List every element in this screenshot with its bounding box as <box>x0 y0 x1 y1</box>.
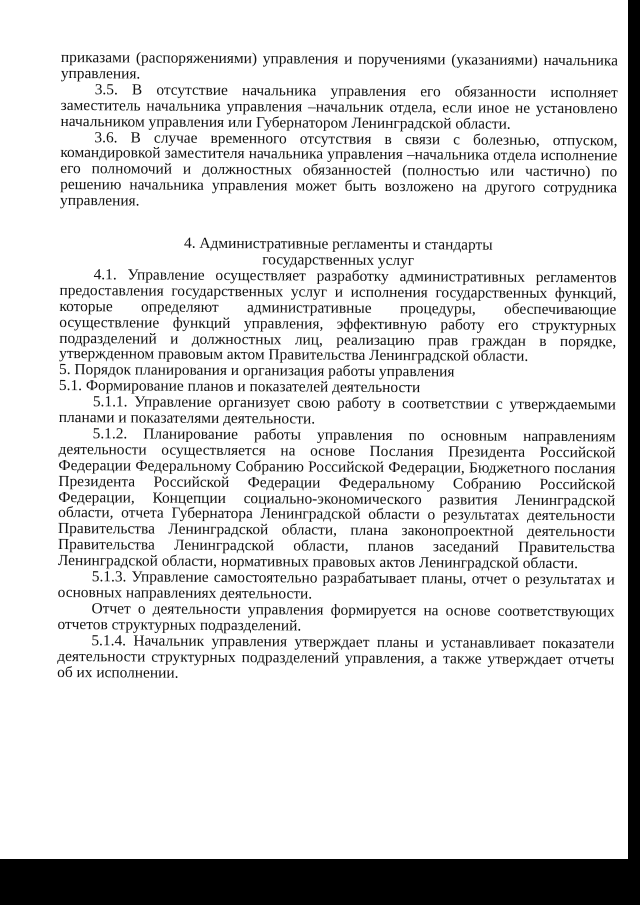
heading-section-4 <box>60 235 617 270</box>
paragraph-5-1-1: 5.1.1. Управление организует свою работу в соответствии с утверждаемыми планами и показателями деятельности. <box>58 393 616 428</box>
heading-section-5: 5. Порядок планирования и организация работы управления <box>58 361 455 381</box>
paragraph-3-5: 3.5. В отсутствие начальника управления его обязанности исполняет заместитель начальника управления –начальник отдела, если иное не установлено начальником управления или Губернатором Ленинградской области. <box>60 81 618 133</box>
paragraph-4-1: 4.1. Управление осуществляет разработку административных регламентов предоставления государственных услуг и исполнения государственных функций, которые определяют административные процедуры, обеспечивающие осуществление функций управления, эффективную работу его структурных подразделений и должностных лиц, реализацию прав граждан в порядке, утвержденном правовым актом Правительства Ленинградской области. <box>59 266 617 366</box>
heading-section-4-line-1: 4. Административные регламенты и стандарты <box>183 234 493 254</box>
document-text <box>57 50 618 684</box>
heading-section-4-line-2: государственных услуг <box>262 251 415 270</box>
paragraph-report: Отчет о деятельности управления формируется на основе соответствующих отчетов структурных подразделений. <box>57 600 615 635</box>
heading-section-5-1: 5.1. Формирование планов и показателей деятельности <box>58 377 421 397</box>
scan-edge-bottom <box>0 859 640 905</box>
paragraph-5-1-4: 5.1.4. Начальник управления утверждает планы и устанавливает показатели деятельности структурных подразделений управления, а также утверждает отчеты об их исполнении. <box>57 631 615 682</box>
paragraph-5-1-3: 5.1.3. Управление самостоятельно разрабатывает планы, отчет о результатах и основных направлениях деятельности. <box>57 568 615 603</box>
paragraph-5-1-2: 5.1.2. Планирование работы управления по основным направлениям деятельности осуществляется на основе Послания Президента Российской Федерации Федеральному Собранию Российской Федерации, Бюджетного послания Президента Российской Федерации Федеральному Собранию Российской Федерации, Концепции социально-экономического развития Ленинградской области, отчета Губернатора Ленинградской области о результатах деятельности Правительства Ленинградской области, плана законопроектной деятельности Правительства Ленинградской области, планов заседаний Правительства Ленинградской области, нормативных правовых актов Ленинградской области. <box>57 425 616 573</box>
paragraph-continuation: приказами (распоряжениями) управления и поручениями (указаниями) начальника управления. <box>60 49 618 83</box>
paragraph-3-6: 3.6. В случае временного отсутствия в связи с болезнью, отпуском, командировкой заместителя начальника управления –начальника отдела исполнение его полномочий и должностных обязанностей (полностью или частично) по решению начальника управления может быть возложено на другого сотрудника управления. <box>60 128 618 210</box>
scan-edge-right <box>628 0 640 905</box>
